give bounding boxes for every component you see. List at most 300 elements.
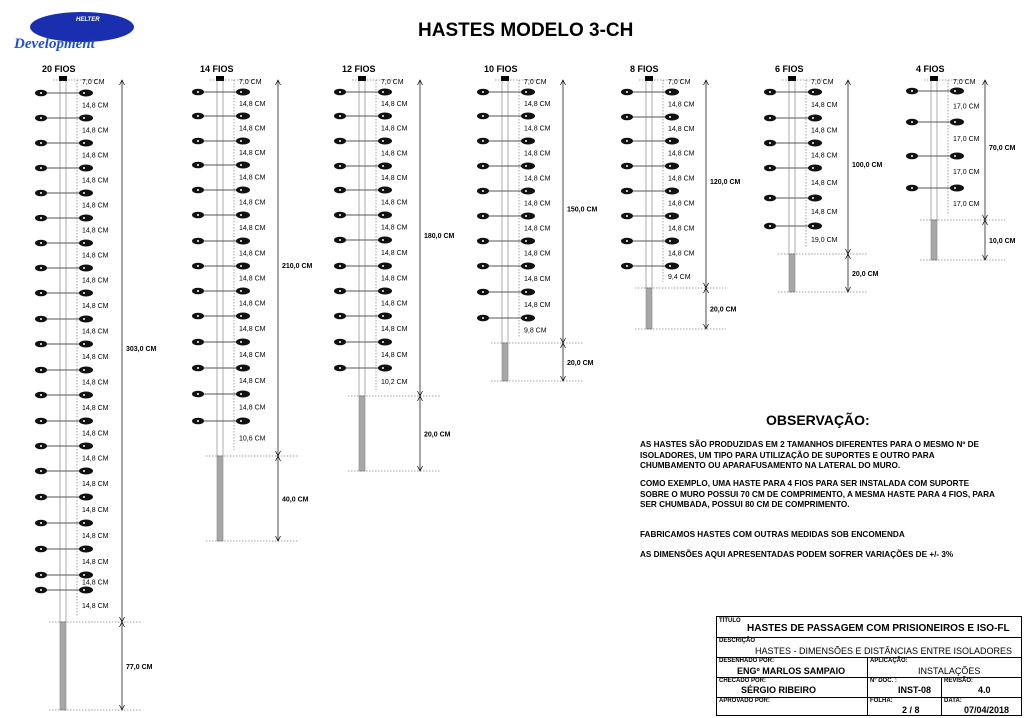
bottom-spacing-label: 17,0 CM xyxy=(953,201,980,208)
insulator-hole xyxy=(382,165,384,167)
insulator-right xyxy=(378,212,392,219)
spacing-label: 14,8 CM xyxy=(524,175,551,183)
spacing-label: 14,8 CM xyxy=(239,125,266,133)
haste-4 xyxy=(477,64,598,381)
insulator-hole xyxy=(40,142,42,144)
insulator-right xyxy=(665,238,679,245)
data-value: 07/04/2018 xyxy=(964,705,1010,715)
insulator-right xyxy=(378,163,392,170)
checado-label: CHECADO POR: xyxy=(719,678,767,684)
insulator-hole xyxy=(339,315,341,317)
spacing-label: 14,8 CM xyxy=(239,300,266,308)
total-length-label: 210,0 CM xyxy=(282,263,313,270)
insulator-hole xyxy=(197,115,199,117)
spacing-label: 14,8 CM xyxy=(239,199,266,207)
insulator-hole xyxy=(40,292,42,294)
spacing-label: 14,8 CM xyxy=(82,152,109,160)
insulator-hole xyxy=(954,90,956,92)
base-length-label: 40,0 CM xyxy=(282,496,309,504)
insulator-right xyxy=(79,290,93,297)
insulator-hole xyxy=(197,164,199,166)
insulator-right xyxy=(521,188,535,195)
insulator-hole xyxy=(626,116,628,118)
top-spacing-label: 7,0 CM xyxy=(82,79,105,86)
insulator-hole xyxy=(382,341,384,343)
title-block xyxy=(716,616,1022,716)
insulator-hole xyxy=(382,290,384,292)
insulator-hole xyxy=(83,548,85,550)
insulator-hole xyxy=(525,265,527,267)
insulator-hole xyxy=(954,155,956,157)
insulator-hole xyxy=(240,115,242,117)
insulator-right xyxy=(808,165,822,172)
insulator-right xyxy=(378,288,392,295)
aprovado-label: APROVADO POR: xyxy=(719,698,770,704)
folha-label: FOLHA: xyxy=(870,698,893,704)
insulator-hole xyxy=(197,91,199,93)
insulator-hole xyxy=(911,121,913,123)
insulator-hole xyxy=(339,140,341,142)
insulator-hole xyxy=(197,341,199,343)
insulator-hole xyxy=(339,214,341,216)
insulator-hole xyxy=(812,197,814,199)
spacing-label: 14,8 CM xyxy=(524,150,551,158)
spacing-label: 14,8 CM xyxy=(239,174,266,182)
spacing-label: 14,8 CM xyxy=(524,225,551,233)
spacing-label: 14,8 CM xyxy=(811,102,838,109)
insulator-hole xyxy=(339,189,341,191)
insulator-hole xyxy=(812,117,814,119)
insulator-hole xyxy=(482,165,484,167)
insulator-right xyxy=(808,115,822,122)
haste-6 xyxy=(764,64,883,292)
haste-base xyxy=(60,622,66,710)
insulator-right xyxy=(79,587,93,594)
insulator-hole xyxy=(626,140,628,142)
insulator-hole xyxy=(83,470,85,472)
insulator-hole xyxy=(40,192,42,194)
insulator-hole xyxy=(83,394,85,396)
spacing-label: 14,8 CM xyxy=(668,200,695,208)
insulator-hole xyxy=(40,496,42,498)
insulator-hole xyxy=(240,315,242,317)
insulator-hole xyxy=(83,496,85,498)
insulator-right xyxy=(521,263,535,270)
spacing-label: 14,8 CM xyxy=(668,250,695,258)
haste-base xyxy=(646,288,652,329)
descricao-row xyxy=(717,637,1021,658)
insulator-hole xyxy=(240,290,242,292)
insulator-hole xyxy=(769,225,771,227)
insulator-hole xyxy=(769,197,771,199)
spacing-label: 14,8 CM xyxy=(381,199,408,207)
insulator-right xyxy=(236,113,250,120)
insulator-hole xyxy=(197,393,199,395)
hastes-drawings xyxy=(35,64,1016,710)
insulator-right xyxy=(378,365,392,372)
insulator-hole xyxy=(525,165,527,167)
bottom-spacing-label: 14,8 CM xyxy=(82,603,109,610)
insulator-hole xyxy=(525,291,527,293)
insulator-hole xyxy=(482,140,484,142)
insulator-right xyxy=(79,90,93,97)
spacing-label: 14,8 CM xyxy=(82,303,109,310)
insulator-hole xyxy=(911,155,913,157)
insulator-hole xyxy=(339,239,341,241)
insulator-hole xyxy=(40,92,42,94)
insulator-right xyxy=(236,391,250,398)
insulator-right xyxy=(665,138,679,145)
insulator-right xyxy=(521,289,535,296)
spacing-label: 17,0 CM xyxy=(953,169,980,176)
insulator-right xyxy=(236,339,250,346)
insulator-hole xyxy=(911,187,913,189)
folha-value: 2 / 8 xyxy=(902,705,920,715)
insulator-hole xyxy=(83,369,85,371)
spacing-label: 14,8 CM xyxy=(381,352,408,359)
insulator-right xyxy=(521,315,535,322)
insulator-hole xyxy=(240,265,242,267)
bottom-spacing-label: 9,8 CM xyxy=(524,327,547,335)
insulator-hole xyxy=(482,265,484,267)
top-spacing-label: 7,0 CM xyxy=(811,79,834,86)
insulator-hole xyxy=(197,140,199,142)
spacing-label: 14,8 CM xyxy=(239,250,266,258)
insulator-hole xyxy=(240,164,242,166)
insulator-hole xyxy=(769,117,771,119)
insulator-hole xyxy=(339,290,341,292)
spacing-label: 14,8 CM xyxy=(82,455,109,463)
insulator-right xyxy=(378,113,392,120)
insulator-hole xyxy=(339,367,341,369)
spacing-label: 14,8 CM xyxy=(811,209,838,216)
insulator-right xyxy=(521,113,535,120)
insulator-hole xyxy=(40,343,42,345)
insulator-hole xyxy=(812,167,814,169)
spacing-label: 14,8 CM xyxy=(82,252,109,260)
page-title: HASTES MODELO 3-CH xyxy=(418,20,634,41)
spacing-label: 14,8 CM xyxy=(381,326,408,333)
observacao-paragraph-3: FABRICAMOS HASTES COM OUTRAS MEDIDAS SOB ENCOMENDA xyxy=(640,530,905,539)
spacing-label: 14,8 CM xyxy=(668,175,695,183)
haste-7 xyxy=(906,64,1016,260)
insulator-right xyxy=(236,138,250,145)
insulator-hole xyxy=(40,574,42,576)
insulator-hole xyxy=(40,167,42,169)
haste-label: 10 FIOS xyxy=(484,64,518,74)
insulator-right xyxy=(79,215,93,222)
insulator-hole xyxy=(83,142,85,144)
spacing-label: 14,8 CM xyxy=(524,200,551,208)
desenhado-label: DESENHADO POR: xyxy=(719,658,775,664)
insulator-right xyxy=(521,138,535,145)
haste-base xyxy=(931,220,937,260)
insulator-hole xyxy=(525,115,527,117)
insulator-hole xyxy=(669,91,671,93)
insulator-hole xyxy=(83,242,85,244)
aplicacao-cell xyxy=(867,657,1021,677)
top-spacing-label: 7,0 CM xyxy=(953,79,976,86)
insulator-hole xyxy=(382,91,384,93)
insulator-hole xyxy=(40,420,42,422)
observacao-paragraph-4: AS DIMENSÕES AQUI APRESENTADAS PODEM SOFRER VARIAÇÕES DE +/- 3% xyxy=(640,550,954,559)
haste-rod xyxy=(789,80,795,254)
insulator-right xyxy=(808,195,822,202)
insulator-hole xyxy=(669,116,671,118)
insulator-hole xyxy=(382,265,384,267)
insulator-hole xyxy=(482,240,484,242)
insulator-right xyxy=(378,339,392,346)
spacing-label: 14,8 CM xyxy=(239,404,266,412)
spacing-label: 14,8 CM xyxy=(82,559,109,566)
insulator-right xyxy=(236,418,250,425)
insulator-hole xyxy=(911,90,913,92)
haste-base xyxy=(789,254,795,292)
insulator-right xyxy=(79,265,93,272)
spacing-label: 14,8 CM xyxy=(82,379,109,387)
insulator-hole xyxy=(240,91,242,93)
insulator-right xyxy=(236,238,250,245)
insulator-hole xyxy=(626,265,628,267)
insulator-right xyxy=(79,190,93,197)
insulator-right xyxy=(236,212,250,219)
base-length-label: 20,0 CM xyxy=(852,271,879,278)
insulator-hole xyxy=(525,91,527,93)
data-cell xyxy=(941,697,1021,716)
insulator-right xyxy=(79,165,93,172)
observacao-paragraph-2: COMO EXEMPLO, UMA HASTE PARA 4 FIOS PARA SER INSTALADA COM SUPORTE SOBRE O MURO POSSUI 70 CM DE COMPRIMENTO, A MESMA HASTE PARA 4 FIOS, PARA SER CHUMBADA, POSSUI 80 CM DE COMPRIMENTO. xyxy=(640,479,995,509)
insulator-hole xyxy=(525,317,527,319)
spacing-label: 14,8 CM xyxy=(82,202,109,210)
insulator-right xyxy=(79,140,93,147)
insulator-right xyxy=(79,468,93,475)
insulator-hole xyxy=(83,574,85,576)
insulator-hole xyxy=(812,91,814,93)
insulator-hole xyxy=(83,445,85,447)
insulator-hole xyxy=(83,117,85,119)
insulator-hole xyxy=(626,165,628,167)
insulator-right xyxy=(521,163,535,170)
insulator-hole xyxy=(83,167,85,169)
spacing-label: 14,8 CM xyxy=(82,533,109,540)
insulator-hole xyxy=(669,140,671,142)
spacing-label: 14,8 CM xyxy=(82,507,109,514)
observacao-paragraph-1: AS HASTES SÃO PRODUZIDAS EM 2 TAMANHOS DIFERENTES PARA O MESMO Nº DE ISOLADORES, UM TIPO PARA UTILIZAÇÃO DE SUPORTES E OUTRO PARA CHUMBAMENTO OU APARAFUSAMENTO NA LATERAL DO MURO. xyxy=(640,440,980,470)
insulator-hole xyxy=(83,420,85,422)
insulator-hole xyxy=(240,140,242,142)
insulator-hole xyxy=(197,290,199,292)
top-spacing-label: 7,0 CM xyxy=(239,79,262,86)
insulator-hole xyxy=(382,315,384,317)
insulator-hole xyxy=(197,214,199,216)
bottom-spacing-label: 9,4 CM xyxy=(668,274,691,281)
insulator-right xyxy=(79,494,93,501)
insulator-right xyxy=(79,341,93,348)
insulator-hole xyxy=(339,265,341,267)
spacing-label: 14,8 CM xyxy=(82,127,109,135)
insulator-hole xyxy=(240,420,242,422)
haste-5 xyxy=(621,64,741,329)
top-spacing-label: 7,0 CM xyxy=(524,79,547,86)
haste-rod xyxy=(646,80,652,288)
spacing-label: 14,8 CM xyxy=(381,224,408,232)
insulator-hole xyxy=(669,240,671,242)
total-length-label: 180,0 CM xyxy=(424,233,455,240)
spacing-label: 14,8 CM xyxy=(239,378,266,385)
insulator-hole xyxy=(525,215,527,217)
insulator-right xyxy=(521,89,535,96)
haste-3 xyxy=(334,64,455,471)
spacing-label: 14,8 CM xyxy=(239,275,266,283)
haste-label: 14 FIOS xyxy=(200,64,234,74)
insulator-hole xyxy=(382,367,384,369)
haste-base xyxy=(217,456,223,541)
insulator-hole xyxy=(669,265,671,267)
insulator-hole xyxy=(382,189,384,191)
aprovado-row xyxy=(717,697,1021,716)
insulator-hole xyxy=(482,317,484,319)
insulator-right xyxy=(236,365,250,372)
insulator-hole xyxy=(669,215,671,217)
descricao-label: DESCRIÇÃO xyxy=(719,638,756,644)
spacing-label: 14,8 CM xyxy=(82,579,109,587)
insulator-hole xyxy=(626,190,628,192)
total-length-label: 100,0 CM xyxy=(852,162,883,169)
insulator-hole xyxy=(812,142,814,144)
spacing-label: 14,8 CM xyxy=(82,430,109,438)
insulator-hole xyxy=(197,265,199,267)
insulator-hole xyxy=(40,242,42,244)
insulator-hole xyxy=(40,522,42,524)
ndoc-cell xyxy=(867,677,942,697)
insulator-right xyxy=(665,163,679,170)
ndoc-value: INST-08 xyxy=(898,685,932,695)
spacing-label: 14,8 CM xyxy=(381,175,408,182)
haste-rod xyxy=(359,80,365,396)
insulator-hole xyxy=(197,189,199,191)
insulator-hole xyxy=(83,192,85,194)
spacing-label: 14,8 CM xyxy=(381,125,408,133)
insulator-hole xyxy=(83,318,85,320)
haste-base xyxy=(359,396,365,471)
spacing-label: 14,8 CM xyxy=(82,277,109,285)
titulo-value: HASTES DE PASSAGEM COM PRISIONEIROS E ISO-FL xyxy=(747,623,1010,634)
insulator-right xyxy=(521,238,535,245)
spacing-label: 14,8 CM xyxy=(82,328,109,336)
insulator-hole xyxy=(626,240,628,242)
base-length-label: 20,0 CM xyxy=(710,306,737,314)
insulator-hole xyxy=(40,548,42,550)
spacing-label: 14,8 CM xyxy=(82,102,109,110)
insulator-right xyxy=(378,313,392,320)
insulator-right xyxy=(79,572,93,579)
insulator-hole xyxy=(83,589,85,591)
insulator-hole xyxy=(812,225,814,227)
insulator-right xyxy=(79,546,93,553)
insulator-right xyxy=(665,263,679,270)
insulator-right xyxy=(378,187,392,194)
insulator-hole xyxy=(197,240,199,242)
titulo-row xyxy=(717,617,1021,638)
insulator-right xyxy=(378,237,392,244)
spacing-label: 14,8 CM xyxy=(668,225,695,233)
insulator-hole xyxy=(769,167,771,169)
insulator-hole xyxy=(83,522,85,524)
spacing-label: 14,8 CM xyxy=(239,101,266,108)
total-length-label: 150,0 CM xyxy=(567,206,598,214)
insulator-right xyxy=(236,313,250,320)
checado-row xyxy=(717,677,1021,698)
insulator-right xyxy=(378,89,392,96)
data-label: DATA: xyxy=(944,698,962,704)
aplicacao-value: INSTALAÇÕES xyxy=(918,666,981,676)
haste-label: 6 FIOS xyxy=(775,64,804,74)
haste-rod xyxy=(931,80,937,220)
insulator-right xyxy=(236,187,250,194)
haste-label: 20 FIOS xyxy=(42,64,76,74)
haste-1 xyxy=(35,64,157,710)
insulator-hole xyxy=(339,165,341,167)
insulator-hole xyxy=(339,341,341,343)
spacing-label: 14,8 CM xyxy=(524,302,551,309)
bottom-spacing-label: 10,2 CM xyxy=(381,379,408,386)
insulator-hole xyxy=(83,92,85,94)
haste-base xyxy=(502,343,508,381)
descricao-value: HASTES - DIMENSÕES E DISTÂNCIAS ENTRE ISOLADORES xyxy=(755,646,1013,656)
desenhado-row xyxy=(717,657,1021,678)
haste-label: 12 FIOS xyxy=(342,64,376,74)
spacing-label: 14,8 CM xyxy=(82,354,109,361)
insulator-hole xyxy=(525,140,527,142)
total-length-label: 70,0 CM xyxy=(989,145,1016,152)
insulator-hole xyxy=(482,291,484,293)
insulator-hole xyxy=(626,91,628,93)
total-length-label: 120,0 CM xyxy=(710,179,741,186)
insulator-hole xyxy=(83,292,85,294)
insulator-hole xyxy=(40,394,42,396)
spacing-label: 14,8 CM xyxy=(381,300,408,308)
spacing-label: 14,8 CM xyxy=(82,481,109,488)
insulator-right xyxy=(378,138,392,145)
insulator-right xyxy=(79,115,93,122)
insulator-right xyxy=(79,316,93,323)
spacing-label: 14,8 CM xyxy=(239,225,266,232)
insulator-right xyxy=(665,213,679,220)
insulator-right xyxy=(950,185,964,192)
insulator-hole xyxy=(83,343,85,345)
insulator-right xyxy=(79,443,93,450)
insulator-hole xyxy=(40,589,42,591)
spacing-label: 14,8 CM xyxy=(82,227,109,235)
spacing-label: 14,8 CM xyxy=(524,125,551,133)
insulator-hole xyxy=(240,214,242,216)
company-logo xyxy=(14,10,139,58)
insulator-hole xyxy=(83,217,85,219)
insulator-right xyxy=(665,188,679,195)
base-length-label: 20,0 CM xyxy=(424,431,451,439)
insulator-right xyxy=(665,114,679,121)
bottom-spacing-label: 19,0 CM xyxy=(811,237,838,244)
insulator-hole xyxy=(240,240,242,242)
spacing-label: 14,8 CM xyxy=(668,101,695,109)
insulator-hole xyxy=(40,217,42,219)
insulator-right xyxy=(236,288,250,295)
spacing-label: 14,8 CM xyxy=(239,326,266,333)
top-spacing-label: 7,0 CM xyxy=(381,79,404,86)
spacing-label: 14,8 CM xyxy=(82,177,109,185)
spacing-label: 17,0 CM xyxy=(953,103,980,111)
insulator-hole xyxy=(40,470,42,472)
